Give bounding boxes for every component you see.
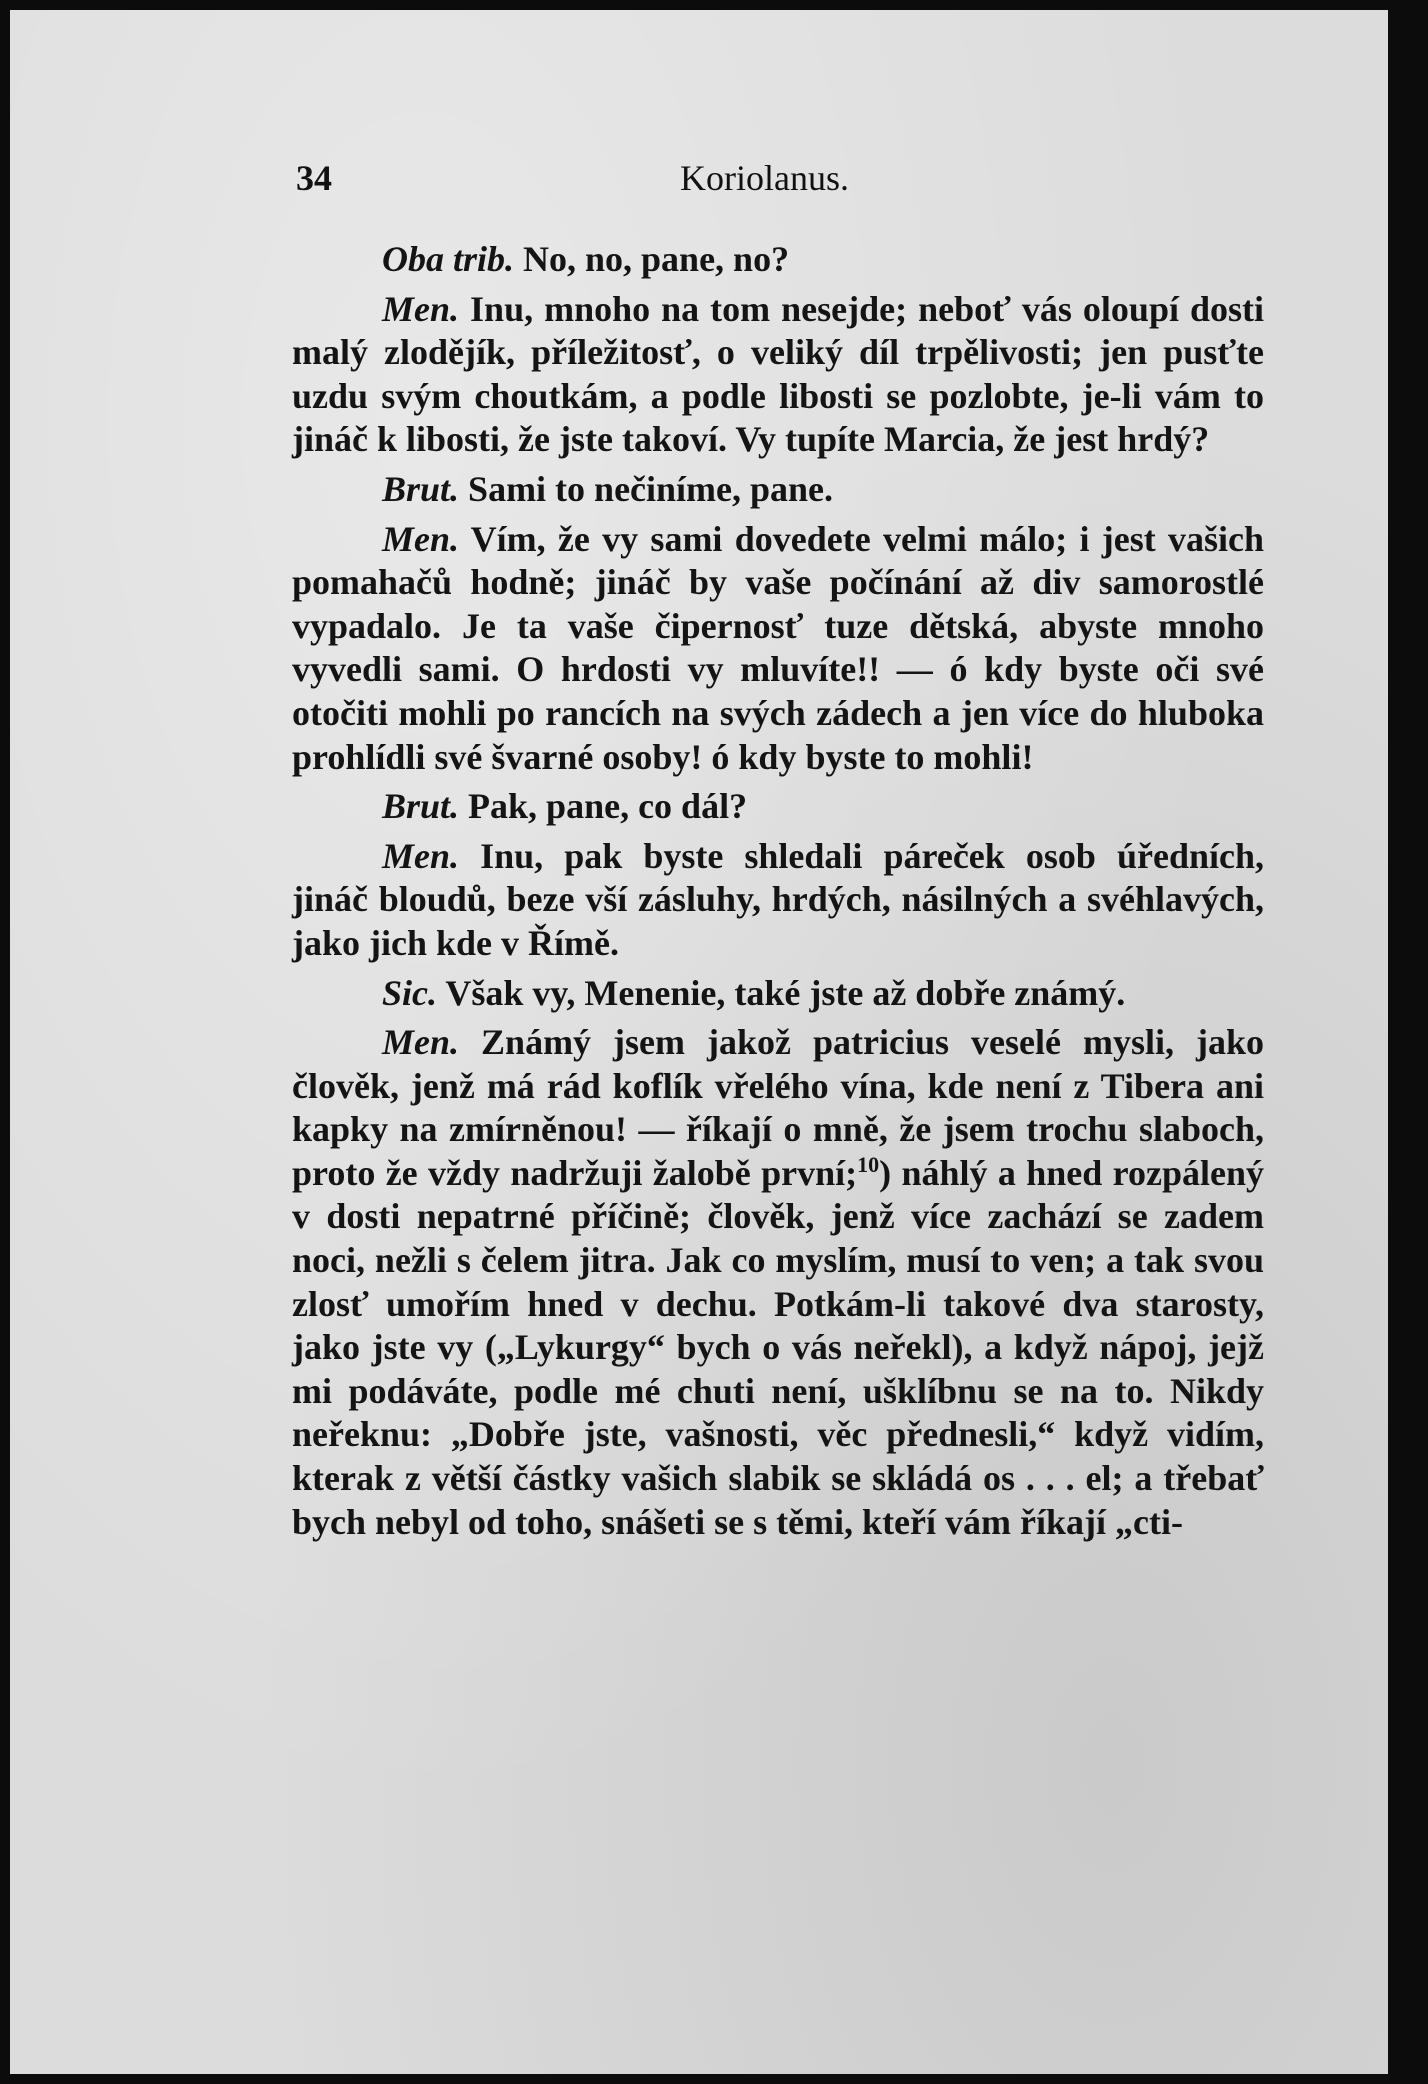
speech-text: Známý jsem jakož patricius veselé mysli, jako člověk, jenž má rád koflík vřelého vína, kde není z Tibera ani kapky na zmírněnou! — říkají o mně, že jsem trochu slaboch, proto že vždy nadržuji žalobě první; (292, 1022, 1265, 1193)
speaker-label: Oba trib. (382, 239, 515, 279)
page-header (296, 157, 856, 201)
speech-text-continued: ) náhlý a hned rozpálený v dosti nepatrné příčině; člověk, jenž více zachází se zadem noci, nežli s čelem jitra. Jak co myslím, musí to ven; a tak svou zlosť umořím hned v dechu. Potkám-li takové dva starosty, jako jste vy („Lykurgy“ bych o vás neřekl), a když nápoj, jejž mi podáváte, podle mé chuti není, ušklíbnu se na to. Nikdy neřeknu: „Dobře jste, vašnosti, věc přednesli,“ když vidím, kterak z větší částky vašich slabik se skládá os . . . el; a třebať bych nebyl od toho, snášeti se s těmi, kteří vám říkají „cti- (292, 1152, 1264, 1542)
speech (292, 785, 1264, 829)
speech (292, 835, 1264, 966)
footnote-reference[interactable]: 10 (857, 1151, 880, 1177)
running-title: Koriolanus. (680, 158, 849, 198)
speaker-label: Men. (382, 1022, 460, 1063)
speech (292, 518, 1264, 780)
speech-text: No, no, pane, no? (523, 239, 790, 279)
speaker-label: Brut. (382, 468, 460, 509)
speech-text: Pak, pane, co dál? (468, 786, 748, 827)
page-body (292, 238, 1264, 1550)
page-number: 34 (296, 158, 332, 198)
speech (292, 288, 1264, 462)
speaker-label: Men. (382, 518, 460, 559)
speech-text: Inu, mnoho na tom nesejde; neboť vás oloupí dosti malý zlodějík, příležitosť, o veliký díl trpělivosti; jen pusťte uzdu svým choutkám, a podle libosti se pozlobte, je-li vám to jináč k libosti, že jste takoví. Vy tupíte Marcia, že jest hrdý? (292, 288, 1265, 460)
speech (292, 972, 1264, 1016)
speaker-label: Men. (382, 288, 460, 329)
speaker-label: Sic. (382, 972, 438, 1013)
speaker-label: Brut. (382, 786, 460, 827)
speech (292, 468, 1264, 512)
speech (292, 238, 1264, 282)
speech-text: Však vy, Menenie, také jste až dobře známý. (445, 972, 1126, 1013)
speech-text: Vím, že vy sami dovedete velmi málo; i jest vašich pomahačů hodně; jináč by vaše počínání až div samorostlé vypadalo. Je ta vaše čipernosť tuze dětská, abyste mnoho vyvedli sami. O hrdosti vy mluvíte!! — ó kdy byste oči své otočiti mohli po rancích na svých zádech a jen více do hluboka prohlídli své švarné osoby! ó kdy byste to mohli! (292, 518, 1264, 777)
page-edge-shadow (1392, 10, 1418, 2074)
speech-text: Inu, pak byste shledali páreček osob úředních, jináč bloudů, beze vší zásluhy, hrdých, násilných a svéhlavých, jako jich kde v Římě. (292, 835, 1265, 963)
speech-text: Sami to nečiníme, pane. (468, 468, 834, 509)
speaker-label: Men. (382, 835, 460, 876)
speech (292, 1021, 1264, 1544)
